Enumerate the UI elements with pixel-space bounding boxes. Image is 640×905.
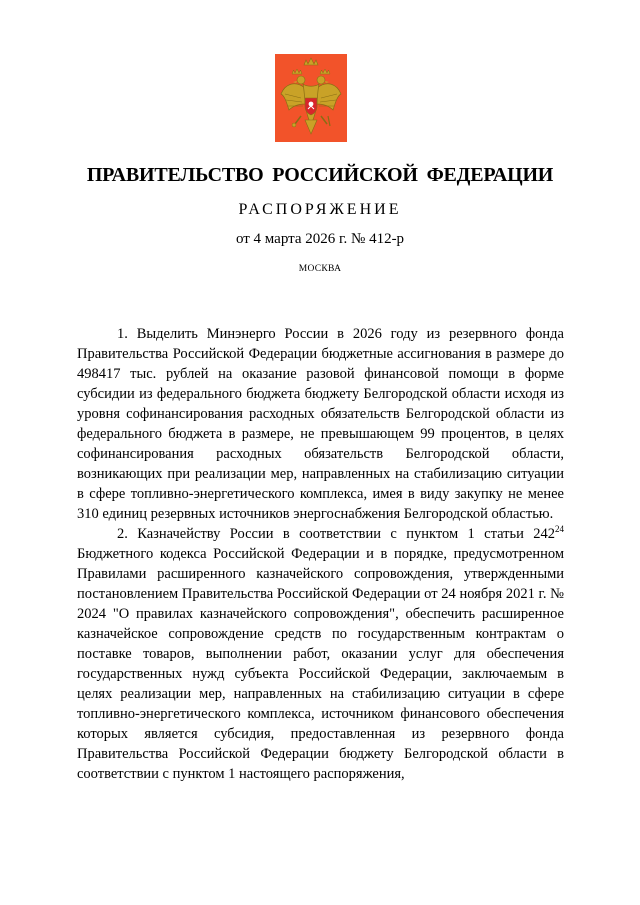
article-superscript: 24 bbox=[555, 524, 564, 535]
document-type: РАСПОРЯЖЕНИЕ bbox=[238, 201, 402, 218]
paragraph-2 bbox=[77, 524, 564, 784]
government-title: ПРАВИТЕЛЬСТВО РОССИЙСКОЙ ФЕДЕРАЦИИ bbox=[86, 164, 554, 186]
document-body bbox=[77, 324, 564, 784]
paragraph-2-text-end: Бюджетного кодекса Российской Федерации и в порядке, предусмотренном Правилами расширенного казначейского сопровождения, утвержденными постановлением Правительства Российской Федерации от 24 ноября 2021 г. № 2024 "О правилах казначейского сопровождения", обеспечить расширенное казначейское сопровождение средств по государственным контрактам о поставке товаров, выполнении работ, оказании услуг для обеспечения государственных нужд субъекта Российской Федерации, заключаемым в целях реализации мер, направленных на стабилизацию ситуации в сфере топливно-энергетического комплекса, источником финансового обеспечения которых является субсидия, предоставленная из резервного фонда Правительства Российской Федерации бюджету Белгородской области в соответствии с пунктом 1 настоящего распоряжения, bbox=[77, 546, 564, 782]
document-city: МОСКВА bbox=[298, 264, 342, 274]
russian-coat-of-arms-icon bbox=[275, 54, 347, 142]
document-date-number: от 4 марта 2026 г. № 412-р bbox=[235, 231, 405, 247]
paragraph-2-text-start: 2. Казначейству России в соответствии с пунктом 1 статьи 242 bbox=[117, 526, 555, 542]
paragraph-1: 1. Выделить Минэнерго России в 2026 году из резервного фонда Правительства Российской Федерации бюджетные ассигнования в размере до 498417 тыс. рублей на оказание разовой финансовой помощи в форме субсидии из федерального бюджета бюджету Белгородской области исходя из уровня софинансирования расходных обязательств Белгородской области из федерального бюджета в размере, не превышающем 99 процентов, в целях софинансирования расходных обязательств Белгородской области, возникающих при реализации мер, направленных на стабилизацию ситуации в сфере топливно-энергетического комплекса, имея в виду закупку не менее 310 единиц резервных источников энергоснабжения Белгородской областью. bbox=[77, 326, 564, 522]
